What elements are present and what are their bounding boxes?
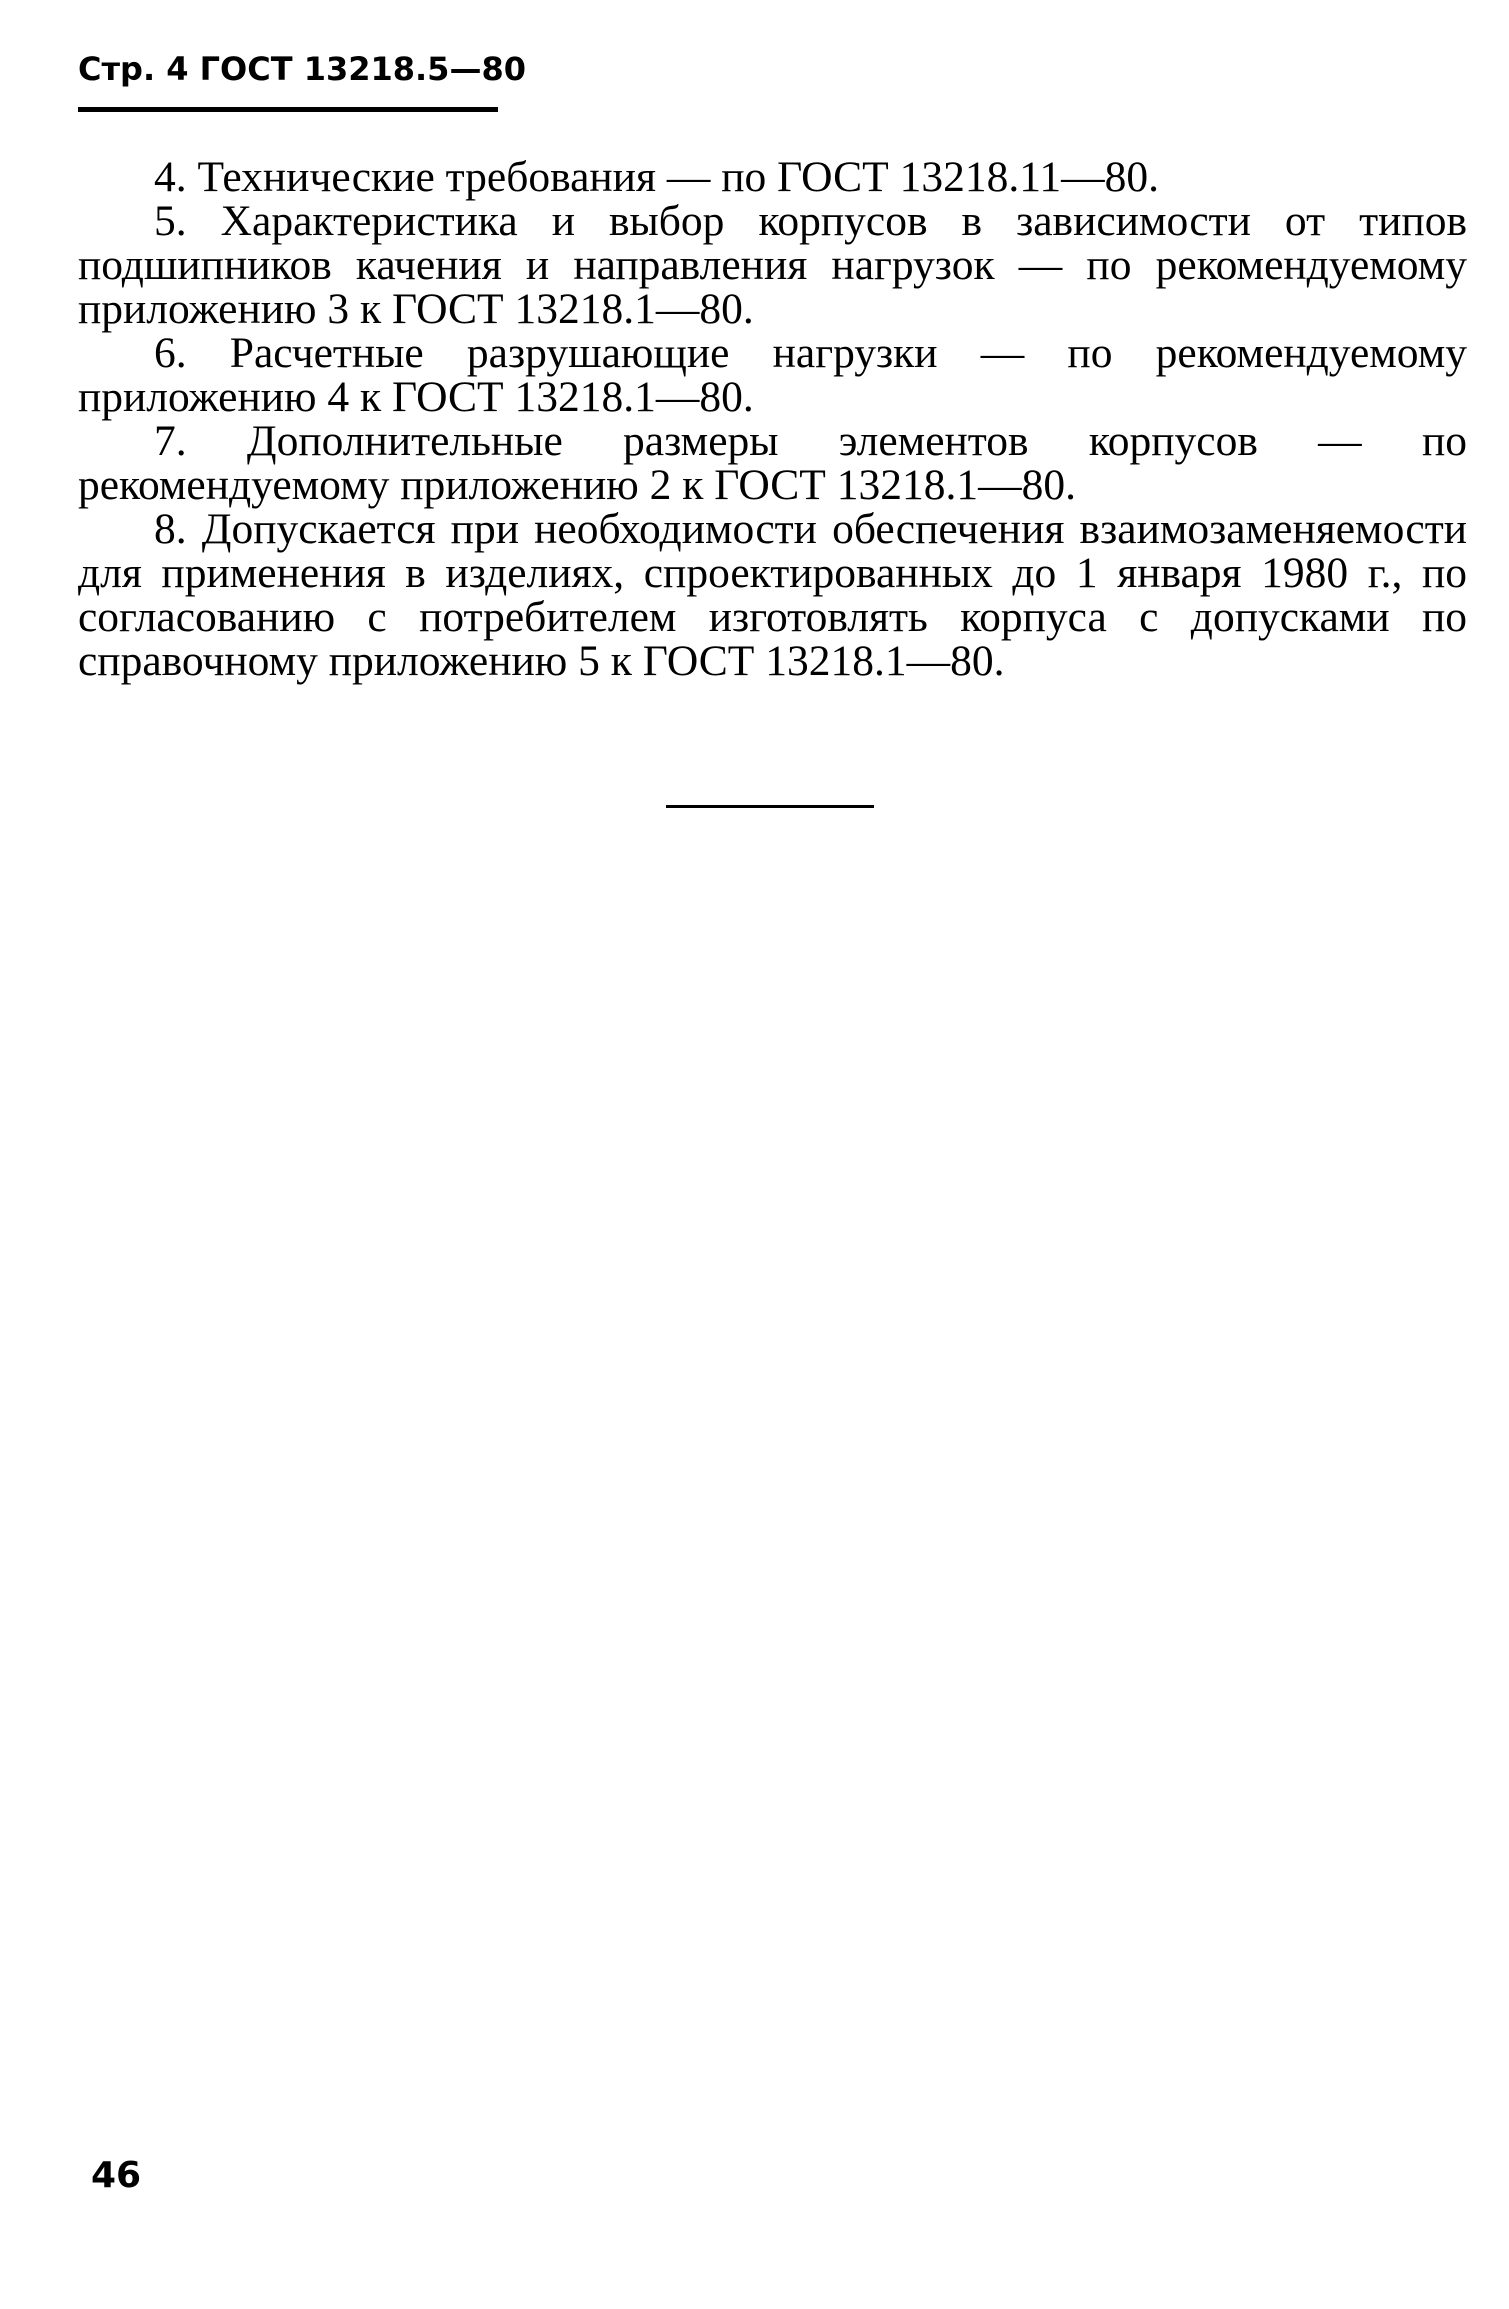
paragraph-6: 6. Расчетные разрушающие нагрузки — по рекомендуемому приложению 4 к ГОСТ 13218.1—80. — [78, 329, 1467, 421]
document-body — [78, 155, 1467, 683]
paragraph-8: 8. Допускается при необходимости обеспечения взаимозаменяемости для применения в изделиях, спроектированных до 1 января 1980 г., по согласованию с потребителем изготовлять корпуса с допусками по справочному приложению 5 к ГОСТ 13218.1—80. — [78, 505, 1467, 685]
page-number: 46 — [91, 2155, 142, 2196]
paragraph-4: 4. Технические требования — по ГОСТ 13218.11—80. — [154, 153, 1159, 201]
paragraph-7: 7. Дополнительные размеры элементов корпусов — по рекомендуемому приложению 2 к ГОСТ 13218.1—80. — [78, 417, 1467, 509]
paragraph-5: 5. Характеристика и выбор корпусов в зависимости от типов подшипников качения и направления нагрузок — по рекомендуемому приложению 3 к ГОСТ 13218.1—80. — [78, 197, 1467, 333]
header-rule — [78, 107, 498, 112]
running-header: Стр. 4 ГОСТ 13218.5—80 — [78, 50, 526, 88]
end-of-section-rule — [666, 805, 874, 808]
